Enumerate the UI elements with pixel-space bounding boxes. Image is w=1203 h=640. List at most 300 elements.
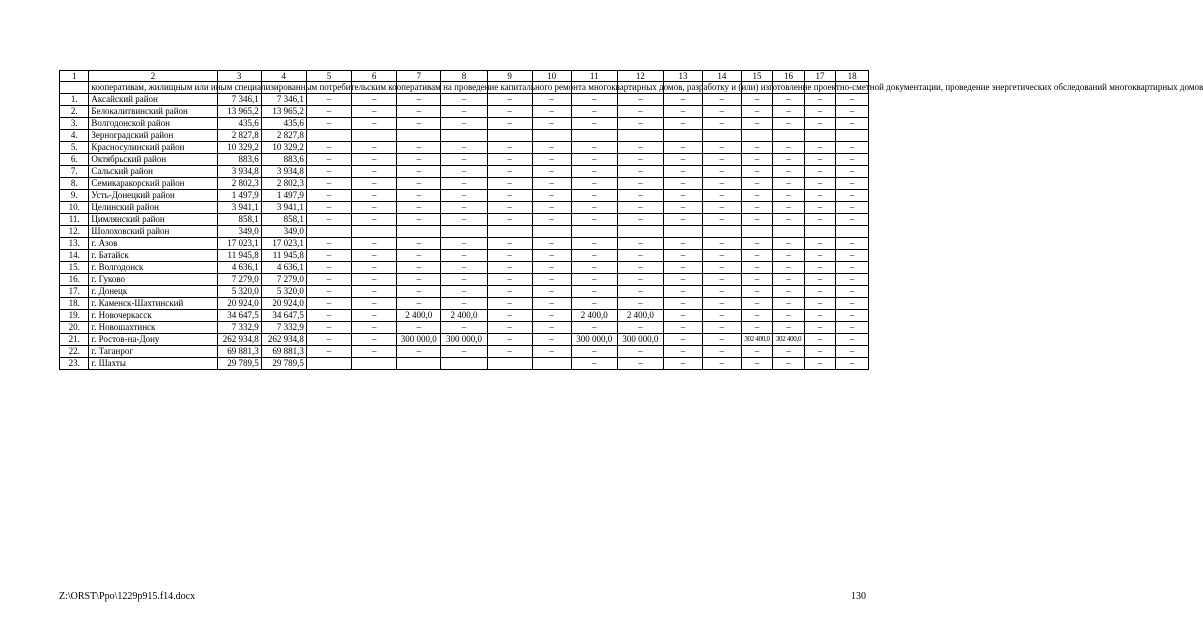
cell-value: – <box>441 166 487 178</box>
cell-value: – <box>306 250 351 262</box>
cell-value: – <box>836 202 869 214</box>
cell-value: – <box>397 322 441 334</box>
cell-value: – <box>571 298 617 310</box>
header-row <box>60 71 869 82</box>
cell-value: – <box>532 274 571 286</box>
cell-value: – <box>532 202 571 214</box>
cell-value <box>487 358 532 370</box>
column-header: 4 <box>261 71 306 82</box>
cell-value: – <box>571 358 617 370</box>
cell-value: – <box>804 286 836 298</box>
row-number: 5. <box>60 142 89 154</box>
cell-value: – <box>397 118 441 130</box>
cell-value: – <box>617 262 663 274</box>
cell-value: – <box>702 202 741 214</box>
cell-value <box>804 130 836 142</box>
cell-value: – <box>532 238 571 250</box>
cell-value: 300 000,0 <box>571 334 617 346</box>
table-row <box>60 190 869 202</box>
cell-value: – <box>306 106 351 118</box>
cell-value <box>664 226 703 238</box>
cell-value <box>664 130 703 142</box>
cell-value: 883,6 <box>217 154 261 166</box>
cell-value: – <box>773 310 805 322</box>
cell-value: – <box>702 262 741 274</box>
cell-value: 11 945,8 <box>217 250 261 262</box>
column-header: 14 <box>702 71 741 82</box>
cell-value: 883,6 <box>261 154 306 166</box>
cell-value <box>306 358 351 370</box>
cell-value: – <box>804 250 836 262</box>
cell-value: – <box>352 142 397 154</box>
cell-value: 13 965,2 <box>261 106 306 118</box>
row-number: 13. <box>60 238 89 250</box>
cell-value: – <box>804 178 836 190</box>
cell-value: – <box>804 358 836 370</box>
cell-value: – <box>773 274 805 286</box>
cell-value: – <box>773 262 805 274</box>
cell-value: – <box>487 286 532 298</box>
cell-value: – <box>617 154 663 166</box>
cell-value <box>397 358 441 370</box>
column-header: 11 <box>571 71 617 82</box>
cell-value: – <box>306 310 351 322</box>
cell-value: – <box>397 154 441 166</box>
cell-value: – <box>836 178 869 190</box>
cell-value: – <box>352 118 397 130</box>
cell-value <box>397 130 441 142</box>
cell-value: – <box>741 166 773 178</box>
cell-value: – <box>306 190 351 202</box>
cell-value: – <box>352 322 397 334</box>
row-name: Семикаракорский район <box>89 178 217 190</box>
cell-value: – <box>487 94 532 106</box>
cell-value: 2 802,3 <box>261 178 306 190</box>
cell-value: – <box>741 310 773 322</box>
cell-value: 300 000,0 <box>617 334 663 346</box>
row-number: 23. <box>60 358 89 370</box>
cell-value: – <box>487 322 532 334</box>
cell-value: – <box>773 250 805 262</box>
cell-value: – <box>664 346 703 358</box>
table-row <box>60 142 869 154</box>
column-header: 3 <box>217 71 261 82</box>
cell-value: – <box>532 262 571 274</box>
table-row <box>60 94 869 106</box>
cell-value: – <box>532 94 571 106</box>
cell-value: 1 497,9 <box>261 190 306 202</box>
row-name: г. Шахты <box>89 358 217 370</box>
cell-value: – <box>836 238 869 250</box>
cell-value: – <box>532 178 571 190</box>
cell-value: – <box>532 190 571 202</box>
cell-value: – <box>487 274 532 286</box>
cell-value <box>441 226 487 238</box>
row-name: г. Батайск <box>89 250 217 262</box>
cell-value: – <box>352 334 397 346</box>
table-row <box>60 322 869 334</box>
cell-value: – <box>741 322 773 334</box>
cell-value: – <box>741 178 773 190</box>
cell-value: – <box>487 238 532 250</box>
cell-value: 20 924,0 <box>261 298 306 310</box>
table-row <box>60 118 869 130</box>
cell-value: – <box>487 310 532 322</box>
cell-value: – <box>306 202 351 214</box>
column-header: 18 <box>836 71 869 82</box>
column-header: 13 <box>664 71 703 82</box>
row-number: 20. <box>60 322 89 334</box>
cell-value: 3 941,1 <box>261 202 306 214</box>
cell-value: 4 636,1 <box>217 262 261 274</box>
row-name: Целинский район <box>89 202 217 214</box>
cell-value: – <box>352 346 397 358</box>
cell-value: – <box>804 298 836 310</box>
cell-value: – <box>804 154 836 166</box>
cell-value: – <box>741 202 773 214</box>
cell-value: 7 279,0 <box>261 274 306 286</box>
cell-value: – <box>487 118 532 130</box>
cell-value: – <box>397 346 441 358</box>
cell-value: 17 023,1 <box>261 238 306 250</box>
cell-value: – <box>617 322 663 334</box>
cell-value: 262 934,8 <box>217 334 261 346</box>
cell-value: – <box>397 202 441 214</box>
cell-value: – <box>773 358 805 370</box>
cell-value: – <box>773 106 805 118</box>
cell-value: – <box>571 214 617 226</box>
row-name: г. Каменск-Шахтинский <box>89 298 217 310</box>
cell-value: – <box>441 118 487 130</box>
cell-value: – <box>571 154 617 166</box>
cell-value: – <box>836 190 869 202</box>
column-header: 10 <box>532 71 571 82</box>
cell-value: – <box>617 190 663 202</box>
cell-value: – <box>617 274 663 286</box>
cell-value: – <box>836 166 869 178</box>
cell-value: – <box>741 298 773 310</box>
cell-value: – <box>836 334 869 346</box>
cell-value: 5 320,0 <box>217 286 261 298</box>
cell-value: – <box>804 106 836 118</box>
row-number: 15. <box>60 262 89 274</box>
cell-value: – <box>571 238 617 250</box>
cell-value: – <box>664 154 703 166</box>
cell-value: – <box>441 322 487 334</box>
row-number: 4. <box>60 130 89 142</box>
row-name: Шолоховский район <box>89 226 217 238</box>
cell-value: – <box>571 118 617 130</box>
cell-value: – <box>702 250 741 262</box>
cell-value: – <box>664 106 703 118</box>
table-row <box>60 238 869 250</box>
cell-value: 2 400,0 <box>571 310 617 322</box>
cell-value: – <box>773 346 805 358</box>
intro-row <box>60 82 869 94</box>
row-number: 11. <box>60 214 89 226</box>
cell-value: – <box>702 346 741 358</box>
cell-value: 10 329,2 <box>217 142 261 154</box>
cell-value: – <box>741 190 773 202</box>
cell-value: 1 497,9 <box>217 190 261 202</box>
cell-value: 262 934,8 <box>261 334 306 346</box>
column-header: 16 <box>773 71 805 82</box>
cell-value: – <box>804 118 836 130</box>
table-row <box>60 166 869 178</box>
cell-value: – <box>741 358 773 370</box>
row-number: 16. <box>60 274 89 286</box>
cell-value: 7 332,9 <box>261 322 306 334</box>
cell-value: – <box>441 262 487 274</box>
cell-value <box>441 358 487 370</box>
cell-value: – <box>487 190 532 202</box>
cell-value: – <box>702 310 741 322</box>
cell-value <box>773 226 805 238</box>
cell-value: – <box>773 190 805 202</box>
cell-value: – <box>741 274 773 286</box>
cell-value: – <box>804 310 836 322</box>
cell-value: – <box>702 118 741 130</box>
cell-value <box>487 226 532 238</box>
cell-value: – <box>441 214 487 226</box>
cell-value: 5 320,0 <box>261 286 306 298</box>
cell-value: – <box>664 358 703 370</box>
cell-value: – <box>702 358 741 370</box>
column-header: 17 <box>804 71 836 82</box>
cell-value: – <box>702 94 741 106</box>
cell-value: – <box>836 154 869 166</box>
budget-table <box>59 70 1203 370</box>
cell-value: – <box>441 346 487 358</box>
cell-value: – <box>617 250 663 262</box>
cell-value: – <box>397 178 441 190</box>
cell-value: – <box>741 106 773 118</box>
cell-value: 29 789,5 <box>217 358 261 370</box>
cell-value: – <box>571 94 617 106</box>
cell-value: – <box>773 322 805 334</box>
cell-value: – <box>804 274 836 286</box>
cell-value <box>617 226 663 238</box>
cell-value: – <box>397 142 441 154</box>
cell-value: – <box>702 286 741 298</box>
cell-value: – <box>306 214 351 226</box>
cell-value: – <box>487 166 532 178</box>
cell-value: – <box>532 286 571 298</box>
row-name: Сальский район <box>89 166 217 178</box>
cell-value <box>741 226 773 238</box>
cell-value: – <box>306 274 351 286</box>
table-row <box>60 358 869 370</box>
cell-value: 20 924,0 <box>217 298 261 310</box>
cell-value: 3 934,8 <box>217 166 261 178</box>
cell-value: – <box>352 214 397 226</box>
cell-value: – <box>836 298 869 310</box>
cell-value: 858,1 <box>217 214 261 226</box>
column-header: 9 <box>487 71 532 82</box>
cell-value: 302 400,0 <box>741 334 773 346</box>
cell-value <box>617 130 663 142</box>
cell-value: – <box>741 118 773 130</box>
table-row <box>60 226 869 238</box>
cell-value: – <box>836 142 869 154</box>
cell-value: – <box>306 286 351 298</box>
cell-value <box>532 130 571 142</box>
cell-value: – <box>532 118 571 130</box>
cell-value: 69 881,3 <box>217 346 261 358</box>
cell-value: – <box>664 94 703 106</box>
cell-value: – <box>804 334 836 346</box>
cell-value: – <box>836 106 869 118</box>
cell-value <box>836 130 869 142</box>
cell-value: – <box>741 214 773 226</box>
cell-value: 13 965,2 <box>217 106 261 118</box>
cell-value <box>836 226 869 238</box>
table-row <box>60 250 869 262</box>
footer-page-number: 130 <box>851 591 866 602</box>
cell-value: – <box>352 106 397 118</box>
cell-value: – <box>352 298 397 310</box>
cell-value: – <box>571 346 617 358</box>
cell-value <box>571 226 617 238</box>
cell-value: – <box>441 142 487 154</box>
cell-value: – <box>741 94 773 106</box>
column-header: 7 <box>397 71 441 82</box>
cell-value: – <box>702 154 741 166</box>
row-number: 1. <box>60 94 89 106</box>
cell-value: – <box>617 94 663 106</box>
cell-value: – <box>352 190 397 202</box>
cell-value: – <box>617 142 663 154</box>
cell-value: – <box>617 214 663 226</box>
cell-value: – <box>441 298 487 310</box>
cell-value: – <box>702 214 741 226</box>
cell-value: – <box>741 238 773 250</box>
row-name: Волгодонской район <box>89 118 217 130</box>
row-number: 18. <box>60 298 89 310</box>
cell-value <box>702 226 741 238</box>
cell-value: – <box>441 202 487 214</box>
cell-value: – <box>397 298 441 310</box>
cell-value: – <box>836 322 869 334</box>
row-name: Красносулинский район <box>89 142 217 154</box>
cell-value: – <box>306 142 351 154</box>
cell-value: – <box>306 322 351 334</box>
cell-value: – <box>532 154 571 166</box>
cell-value: 7 346,1 <box>261 94 306 106</box>
cell-value: – <box>702 190 741 202</box>
row-number: 7. <box>60 166 89 178</box>
cell-value: – <box>487 334 532 346</box>
table-row <box>60 274 869 286</box>
cell-value: – <box>352 262 397 274</box>
cell-value: – <box>702 322 741 334</box>
cell-value: 7 332,9 <box>217 322 261 334</box>
cell-value: – <box>617 106 663 118</box>
row-name: Зерноградский район <box>89 130 217 142</box>
cell-value: – <box>664 202 703 214</box>
cell-value: – <box>487 250 532 262</box>
cell-value: 4 636,1 <box>261 262 306 274</box>
row-name: г. Новочеркасск <box>89 310 217 322</box>
row-number: 3. <box>60 118 89 130</box>
cell-value: – <box>773 238 805 250</box>
cell-value: – <box>664 190 703 202</box>
row-number: 21. <box>60 334 89 346</box>
cell-value <box>352 130 397 142</box>
cell-value: – <box>836 286 869 298</box>
cell-value <box>571 130 617 142</box>
cell-value: 349,0 <box>217 226 261 238</box>
cell-value: – <box>702 106 741 118</box>
cell-value: – <box>487 262 532 274</box>
cell-value: – <box>352 310 397 322</box>
cell-value: – <box>352 238 397 250</box>
cell-value: – <box>773 214 805 226</box>
cell-value: – <box>836 262 869 274</box>
table-row <box>60 130 869 142</box>
cell-value: – <box>352 178 397 190</box>
cell-value: – <box>702 166 741 178</box>
cell-value <box>306 130 351 142</box>
cell-value: – <box>702 334 741 346</box>
cell-value: – <box>664 238 703 250</box>
cell-value: 7 279,0 <box>217 274 261 286</box>
cell-value: – <box>306 178 351 190</box>
cell-value: 300 000,0 <box>441 334 487 346</box>
cell-value: – <box>617 178 663 190</box>
cell-value: – <box>773 286 805 298</box>
cell-value: – <box>741 142 773 154</box>
cell-value: – <box>702 178 741 190</box>
cell-value: 300 000,0 <box>397 334 441 346</box>
cell-value: – <box>441 250 487 262</box>
cell-value: – <box>397 238 441 250</box>
cell-value: – <box>773 118 805 130</box>
cell-value: – <box>532 214 571 226</box>
cell-value <box>397 226 441 238</box>
column-header: 15 <box>741 71 773 82</box>
cell-value: – <box>664 214 703 226</box>
table-row <box>60 178 869 190</box>
cell-value: 858,1 <box>261 214 306 226</box>
cell-value: – <box>532 334 571 346</box>
cell-value: 435,6 <box>217 118 261 130</box>
cell-value: – <box>532 322 571 334</box>
intro-text: кооперативам, жилищным или иным специализированным потребительским кооперативам на проведение капитального ремонта многоквартирных домов, разработку и (или) изготовление проектно-сметной документации, проведение энергетических обследований многоквартирных домов <box>89 82 217 94</box>
cell-value: – <box>664 310 703 322</box>
row-name: г. Гуково <box>89 274 217 286</box>
cell-value: 2 400,0 <box>617 310 663 322</box>
cell-value <box>352 226 397 238</box>
cell-value: – <box>306 334 351 346</box>
cell-value: – <box>804 346 836 358</box>
row-name: г. Азов <box>89 238 217 250</box>
table-row <box>60 286 869 298</box>
cell-value: – <box>441 154 487 166</box>
row-name: Белокалитвинский район <box>89 106 217 118</box>
cell-value: 7 346,1 <box>217 94 261 106</box>
cell-value: – <box>804 190 836 202</box>
cell-value: – <box>571 106 617 118</box>
row-name: г. Волгодонск <box>89 262 217 274</box>
cell-value: – <box>836 214 869 226</box>
cell-value: – <box>664 262 703 274</box>
cell-value: – <box>836 118 869 130</box>
cell-value: – <box>664 298 703 310</box>
cell-value: – <box>397 190 441 202</box>
cell-value: – <box>836 274 869 286</box>
cell-value: – <box>532 346 571 358</box>
